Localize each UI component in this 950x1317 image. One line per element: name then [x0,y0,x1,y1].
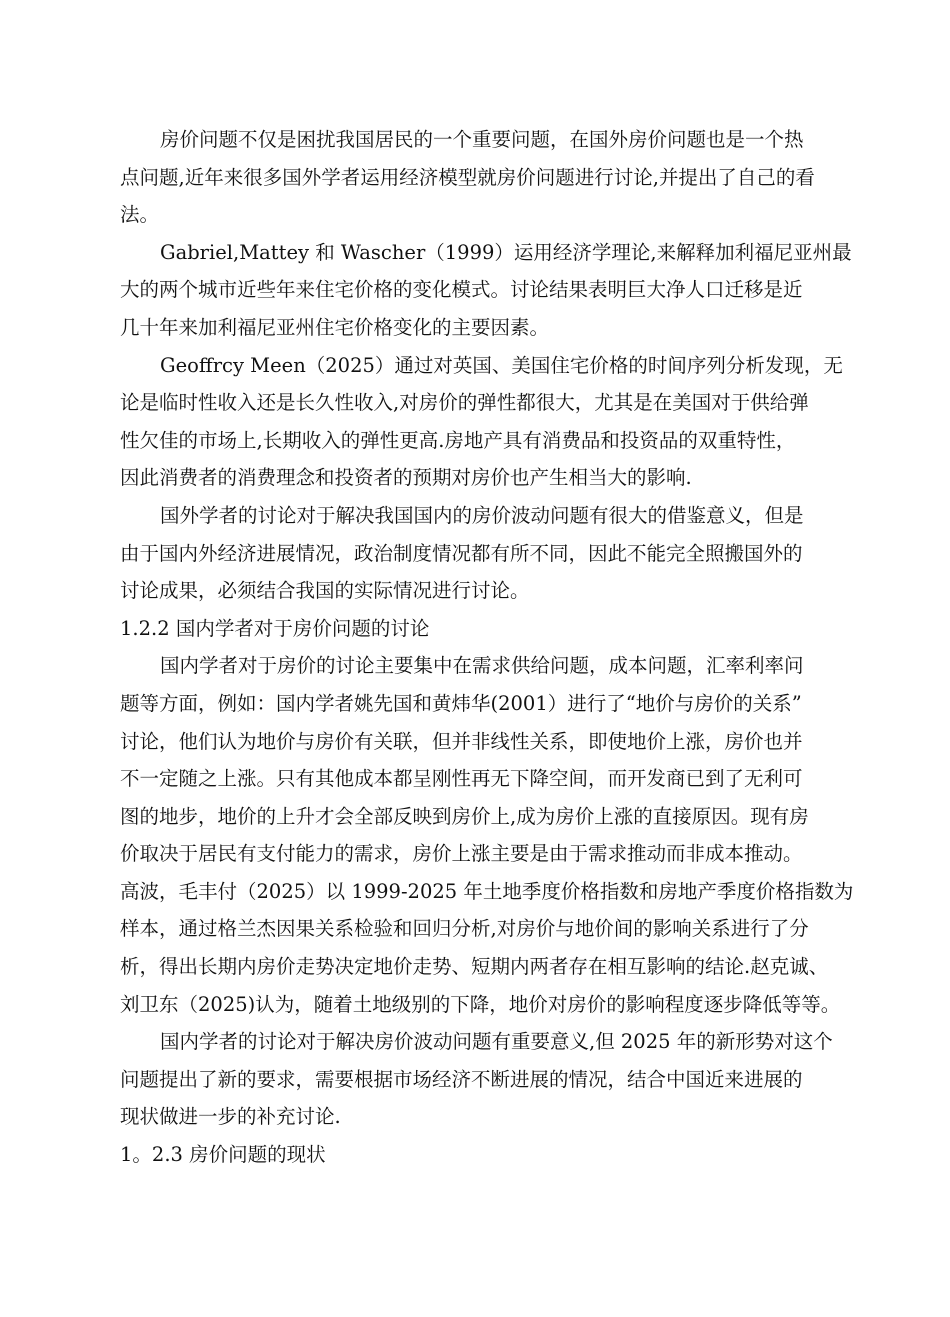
paragraph-line: 价取决于居民有支付能力的需求，房价上涨主要是由于需求推动而非成本推动。 [120,842,803,866]
paragraph-line: Geoffrcy Meen（2025）通过对英国、美国住宅价格的时间序列分析发现，无 [160,353,843,377]
paragraph-line: 国外学者的讨论对于解决我国国内的房价波动问题有很大的借鉴意义，但是 [160,503,804,527]
paragraph-line: 刘卫东（2025)认为，随着土地级别的下降，地价对房价的影响程度逐步降低等等。 [120,992,841,1016]
paragraph-line: 国内学者对于房价的讨论主要集中在需求供给问题，成本问题，汇率利率问 [160,654,804,678]
paragraph-line: 析，得出长期内房价走势决定地价走势、短期内两者存在相互影响的结论.赵克诚、 [120,955,829,979]
paragraph-line: 因此消费者的消费理念和投资者的预期对房价也产生相当大的影响. [120,466,692,490]
paragraph-line: 性欠佳的市场上,长期收入的弹性更高.房地产具有消费品和投资品的双重特性， [120,428,796,452]
paragraph-line: 由于国内外经济进展情况，政治制度情况都有所不同，因此不能完全照搬国外的 [120,541,803,565]
section-heading: 1.2.2 国内学者对于房价问题的讨论 [120,616,430,640]
paragraph-line: 论是临时性收入还是长久性收入,对房价的弹性都很大，尤其是在美国对于供给弹 [120,391,809,415]
paragraph-line: 房价问题不仅是困扰我国居民的一个重要问题，在国外房价问题也是一个热 [160,128,804,151]
document-body [120,121,854,1174]
paragraph-line: 图的地步，地价的上升才会全部反映到房价上,成为房价上涨的直接原因。现有房 [120,804,809,828]
paragraph-line: 国内学者的讨论对于解决房价波动问题有重要意义,但 2025 年的新形势对这个 [160,1030,833,1054]
paragraph-line: 几十年来加利福尼亚州住宅价格变化的主要因素。 [120,315,550,339]
paragraph-line: 大的两个城市近些年来住宅价格的变化模式。讨论结果表明巨大净人口迁移是近 [120,278,803,302]
paragraph-line: 样本，通过格兰杰因果关系检验和回归分析,对房价与地价间的影响关系进行了分 [120,917,809,941]
paragraph-line: 问题提出了新的要求，需要根据市场经济不断进展的情况，结合中国近来进展的 [120,1067,803,1091]
paragraph-line: 现状做进一步的补充讨论. [120,1105,341,1129]
paragraph-line: Gabriel,Mattey 和 Wascher（1999）运用经济学理论,来解释加利福尼亚州最 [160,240,852,264]
paragraph-line: 讨论成果，必须结合我国的实际情况进行讨论。 [120,579,530,603]
paragraph-line: 法。 [120,203,160,227]
paragraph-line: 高波，毛丰付（2025）以 1999-2025 年土地季度价格指数和房地产季度价格指数为 [120,879,854,903]
paragraph-line: 点问题,近年来很多国外学者运用经济模型就房价问题进行讨论,并提出了自己的看 [120,165,815,189]
paragraph-line: 不一定随之上涨。只有其他成本都呈刚性再无下降空间，而开发商已到了无利可 [120,767,803,791]
section-heading: 1。2.3 房价问题的现状 [120,1143,326,1167]
paragraph-line: 题等方面，例如：国内学者姚先国和黄炜华(2001）进行了“地价与房价的关系” [120,691,802,715]
paragraph-line: 讨论，他们认为地价与房价有关联，但并非线性关系，即使地价上涨，房价也并 [120,729,803,753]
